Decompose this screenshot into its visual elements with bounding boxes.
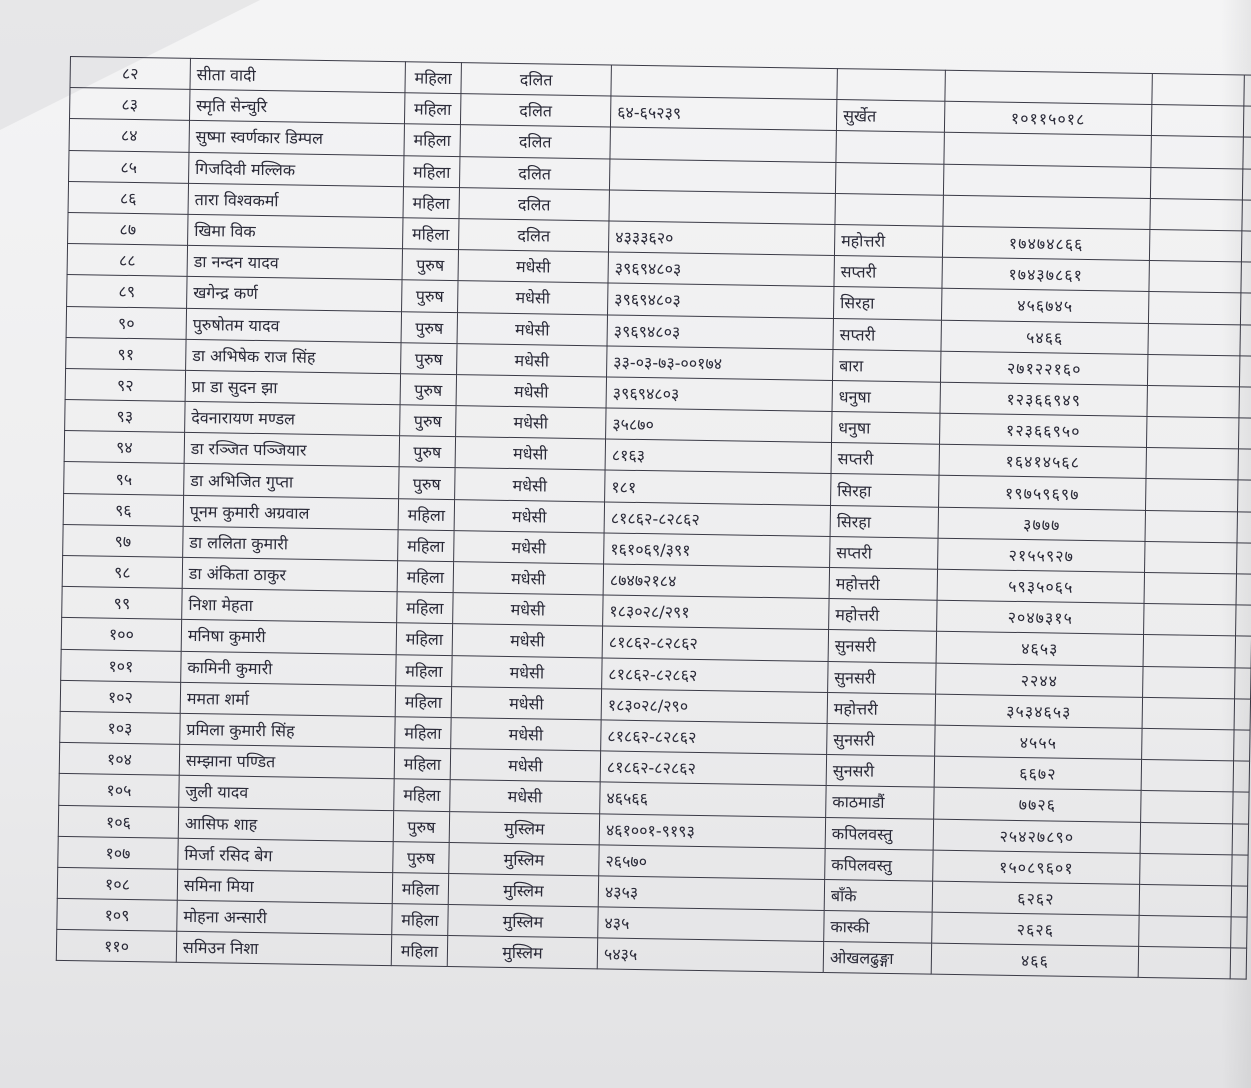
serial-number-cell: १०८	[57, 867, 177, 900]
name-cell: डा अंकिता ठाकुर	[182, 557, 397, 592]
gender-cell: महिला	[392, 904, 448, 936]
register-table	[56, 56, 1251, 980]
district-cell: सुनसरी	[827, 723, 935, 756]
phone-cell: २२४४	[936, 663, 1143, 697]
district-cell: धनुषा	[832, 380, 940, 413]
group-cell: दलित	[461, 63, 611, 97]
phone-cell: १५०८९६०१	[933, 850, 1140, 884]
empty-cell	[1139, 915, 1231, 948]
group-cell: मधेसी	[455, 468, 605, 502]
name-cell: सुष्मा स्वर्णकार डिम्पल	[189, 121, 404, 156]
certificate-number-cell	[611, 65, 837, 100]
certificate-number-cell: ४३३३६२०	[608, 221, 834, 256]
district-cell: सुनसरी	[828, 661, 936, 694]
name-cell: डा अभिजित गुप्ता	[184, 464, 399, 499]
district-cell: सिरहा	[833, 287, 941, 320]
serial-number-cell: ८३	[70, 88, 190, 121]
phone-cell: २६२६	[932, 912, 1139, 946]
gender-cell: महिला	[398, 530, 454, 562]
name-cell: पुरुषोतम यादव	[186, 308, 401, 343]
phone-cell	[945, 70, 1152, 104]
serial-number-cell: १०६	[58, 805, 178, 838]
name-cell: ममता शर्मा	[180, 682, 395, 717]
group-cell: मधेसी	[451, 718, 601, 752]
group-cell: मधेसी	[450, 780, 600, 814]
serial-number-cell: ९४	[64, 431, 184, 464]
group-cell: दलित	[459, 219, 609, 253]
name-cell: मनिषा कुमारी	[181, 620, 396, 655]
certificate-number-cell: ३३-०३-७३-००१७४	[607, 346, 833, 381]
group-cell: मधेसी	[458, 281, 608, 315]
certificate-number-cell: ३९६९४८०३	[607, 314, 833, 349]
group-cell: मधेसी	[450, 749, 600, 783]
district-cell: महोत्तरी	[829, 567, 937, 600]
district-cell: धनुषा	[832, 412, 940, 445]
serial-number-cell: ९०	[66, 306, 186, 339]
certificate-number-cell: ५४३५	[597, 938, 823, 973]
gender-cell: महिला	[396, 623, 452, 655]
certificate-number-cell: ४६१००१-९१९३	[599, 813, 825, 848]
phone-cell	[944, 133, 1151, 167]
certificate-number-cell: ३९६९४८०३	[606, 377, 832, 412]
serial-number-cell: १०७	[58, 836, 178, 869]
certificate-number-cell: ४६५६६	[600, 782, 826, 817]
name-cell: तारा विश्वकर्मा	[188, 183, 403, 218]
group-cell: मधेसी	[452, 624, 602, 658]
name-cell: पूनम कुमारी अग्रवाल	[183, 495, 398, 530]
certificate-number-cell	[609, 190, 835, 225]
certificate-number-cell: ३९६९४८०३	[608, 283, 834, 318]
district-cell: कपिलवस्तु	[825, 848, 933, 881]
name-cell: जुली यादव	[179, 776, 394, 811]
serial-number-cell: १०९	[57, 898, 177, 931]
group-cell: दलित	[459, 156, 609, 190]
gender-cell: महिला	[397, 592, 453, 624]
serial-number-cell: ८५	[69, 150, 189, 183]
serial-number-cell: ९९	[62, 587, 182, 620]
group-cell: मुस्लिम	[449, 842, 599, 876]
gender-cell: महिला	[405, 62, 461, 94]
page-edge-shadow	[1221, 0, 1251, 1088]
name-cell: मिर्जा रसिद बेग	[178, 838, 393, 873]
district-cell: सप्तरी	[831, 443, 939, 476]
certificate-number-cell: ८१८६२-८२८६२	[602, 626, 828, 661]
register-table-body	[56, 57, 1251, 980]
phone-cell	[943, 195, 1150, 229]
serial-number-cell: ९३	[65, 400, 185, 433]
group-cell: मधेसी	[457, 343, 607, 377]
certificate-number-cell: ८१८६२-८२८६२	[601, 720, 827, 755]
serial-number-cell: ९६	[63, 493, 183, 526]
district-cell: कास्की	[824, 911, 932, 944]
certificate-number-cell: ८१८६२-८२८६२	[600, 751, 826, 786]
group-cell: मधेसी	[453, 562, 603, 596]
serial-number-cell: ८२	[70, 57, 190, 90]
serial-number-cell: १०१	[61, 649, 181, 682]
group-cell: मुस्लिम	[448, 873, 598, 907]
district-cell: बारा	[832, 349, 940, 382]
phone-cell: २१५५९२७	[938, 538, 1145, 572]
name-cell: प्रमिला कुमारी सिंह	[180, 713, 395, 748]
serial-number-cell: १०४	[59, 743, 179, 776]
certificate-number-cell: १६१०६९/३९१	[604, 533, 830, 568]
district-cell	[836, 131, 944, 164]
gender-cell: पुरुष	[400, 374, 456, 406]
district-cell: महोत्तरी	[827, 692, 935, 725]
name-cell: प्रा डा सुदन झा	[185, 370, 400, 405]
gender-cell: पुरुष	[402, 280, 458, 312]
name-cell: समिउन निशा	[176, 932, 391, 967]
phone-cell: ७७२६	[934, 787, 1141, 821]
empty-cell	[1140, 822, 1232, 855]
name-cell: डा रञ्जित पञ्जियार	[184, 433, 399, 468]
phone-cell: १७४३७८६१	[942, 257, 1149, 291]
district-cell: ओखलढुङ्गा	[823, 942, 931, 975]
name-cell: खगेन्द्र कर्ण	[187, 277, 402, 312]
certificate-number-cell: ८७४७२१८४	[603, 564, 829, 599]
gender-cell: महिला	[395, 685, 451, 717]
name-cell: डा अभिषेक राज सिंह	[186, 339, 401, 374]
gender-cell: महिला	[403, 187, 459, 219]
name-cell: स्मृति सेन्चुरि	[189, 90, 404, 125]
serial-number-cell: १०३	[60, 711, 180, 744]
phone-cell: १६४१४५६८	[939, 444, 1146, 478]
group-cell: मधेसी	[458, 250, 608, 284]
group-cell: दलित	[460, 94, 610, 128]
phone-cell: ६२६२	[932, 881, 1139, 915]
serial-number-cell: ८८	[67, 244, 187, 277]
district-cell: सप्तरी	[834, 256, 942, 289]
certificate-number-cell	[610, 127, 836, 162]
serial-number-cell: ९५	[64, 462, 184, 495]
name-cell: कामिनी कुमारी	[181, 651, 396, 686]
group-cell: मधेसी	[451, 686, 601, 720]
gender-cell: पुरुष	[402, 249, 458, 281]
phone-cell: १०११५०१८	[944, 101, 1151, 135]
phone-cell: ४६६	[931, 943, 1138, 977]
group-cell: मधेसी	[454, 530, 604, 564]
name-cell: निशा मेहता	[182, 589, 397, 624]
gender-cell: महिला	[391, 935, 447, 967]
certificate-number-cell: ८१८६२-८२८६२	[604, 502, 830, 537]
gender-cell: महिला	[394, 779, 450, 811]
serial-number-cell: ८६	[68, 181, 188, 214]
register-sheet	[56, 56, 1251, 980]
phone-cell: ४५६७४५	[941, 289, 1148, 323]
name-cell: डा नन्दन यादव	[187, 245, 402, 280]
phone-cell: ३५३४६५३	[935, 694, 1142, 728]
phone-cell: ४६५३	[936, 632, 1143, 666]
serial-number-cell: ११०	[56, 930, 176, 963]
empty-cell	[1138, 947, 1230, 980]
phone-cell: ६६७२	[934, 756, 1141, 790]
gender-cell: पुरुष	[399, 467, 455, 499]
name-cell: सम्झाना पण्डित	[179, 744, 394, 779]
serial-number-cell: ९७	[63, 524, 183, 557]
serial-number-cell: १०५	[59, 774, 179, 807]
group-cell: मुस्लिम	[449, 811, 599, 845]
district-cell: बाँके	[824, 879, 932, 912]
gender-cell: महिला	[395, 717, 451, 749]
serial-number-cell: ९८	[62, 555, 182, 588]
certificate-number-cell: १८३०२८/२९१	[603, 595, 829, 630]
certificate-number-cell: ४३५	[598, 907, 824, 942]
district-cell: सिरहा	[830, 505, 938, 538]
serial-number-cell: ८९	[67, 275, 187, 308]
gender-cell: पुरुष	[401, 342, 457, 374]
name-cell: खिमा विक	[188, 214, 403, 249]
gender-cell: महिला	[396, 654, 452, 686]
gender-cell: पुरुष	[393, 841, 449, 873]
gender-cell: महिला	[404, 124, 460, 156]
district-cell: कपिलवस्तु	[825, 817, 933, 850]
phone-cell: २५४२७८९०	[933, 819, 1140, 853]
serial-number-cell: १००	[61, 618, 181, 651]
empty-cell	[1139, 884, 1231, 917]
district-cell: काठमाडौं	[826, 786, 934, 819]
gender-cell: महिला	[403, 218, 459, 250]
group-cell: मधेसी	[456, 374, 606, 408]
serial-number-cell: १०२	[60, 680, 180, 713]
name-cell: डा ललिता कुमारी	[183, 526, 398, 561]
name-cell: गिजदिवी मल्लिक	[189, 152, 404, 187]
phone-cell: ५९३५०६५	[937, 569, 1144, 603]
gender-cell: पुरुष	[399, 436, 455, 468]
phone-cell	[943, 164, 1150, 198]
district-cell: सुनसरी	[826, 755, 934, 788]
name-cell: आसिफ शाह	[178, 807, 393, 842]
serial-number-cell: ९१	[66, 337, 186, 370]
phone-cell: १२३६६९५०	[940, 413, 1147, 447]
district-cell: सप्तरी	[830, 536, 938, 569]
district-cell: महोत्तरी	[829, 599, 937, 632]
gender-cell: महिला	[394, 748, 450, 780]
serial-number-cell: ९२	[65, 368, 185, 401]
serial-number-cell: ८४	[69, 119, 189, 152]
district-cell	[837, 69, 945, 102]
group-cell: मुस्लिम	[448, 905, 598, 939]
certificate-number-cell: ३५८७०	[606, 408, 832, 443]
phone-cell: ३७७७	[938, 507, 1145, 541]
phone-cell: ४५५५	[935, 725, 1142, 759]
certificate-number-cell: १८१	[605, 470, 831, 505]
district-cell: सिरहा	[831, 474, 939, 507]
district-cell: सुनसरी	[828, 630, 936, 663]
serial-number-cell: ८७	[68, 212, 188, 245]
certificate-number-cell: ६४-६५२३९	[610, 96, 836, 131]
certificate-number-cell: ८१८६२-८२८६२	[602, 657, 828, 692]
group-cell: दलित	[459, 187, 609, 221]
gender-cell: पुरुष	[400, 405, 456, 437]
gender-cell: महिला	[404, 93, 460, 125]
empty-cell	[1141, 791, 1233, 824]
district-cell: सुर्खेत	[836, 100, 944, 133]
certificate-number-cell	[609, 159, 835, 194]
phone-cell: १७४७४८६६	[942, 226, 1149, 260]
empty-cell	[1140, 853, 1232, 886]
group-cell: दलित	[460, 125, 610, 159]
phone-cell: २७१२२१६०	[940, 351, 1147, 385]
district-cell: सप्तरी	[833, 318, 941, 351]
certificate-number-cell: २६५७०	[599, 845, 825, 880]
group-cell: मधेसी	[455, 437, 605, 471]
gender-cell: महिला	[392, 873, 448, 905]
group-cell: मधेसी	[454, 499, 604, 533]
phone-cell: ५४६६	[941, 320, 1148, 354]
gender-cell: महिला	[398, 498, 454, 530]
phone-cell: १९७५९६९७	[939, 476, 1146, 510]
group-cell: मधेसी	[453, 593, 603, 627]
certificate-number-cell: ४३५३	[598, 876, 824, 911]
empty-cell	[1141, 760, 1233, 793]
name-cell: सीता वादी	[190, 58, 405, 93]
gender-cell: महिला	[403, 155, 459, 187]
certificate-number-cell: १८३०२८/२९०	[601, 689, 827, 724]
district-cell: महोत्तरी	[834, 224, 942, 257]
group-cell: मधेसी	[452, 655, 602, 689]
name-cell: देवनारायण मण्डल	[185, 401, 400, 436]
gender-cell: पुरुष	[393, 810, 449, 842]
name-cell: मोहना अन्सारी	[177, 900, 392, 935]
group-cell: मुस्लिम	[447, 936, 597, 970]
district-cell	[835, 193, 943, 226]
certificate-number-cell: ३९६९४८०३	[608, 252, 834, 287]
group-cell: मधेसी	[456, 406, 606, 440]
gender-cell: पुरुष	[401, 311, 457, 343]
certificate-number-cell: ८१६३	[605, 439, 831, 474]
group-cell: मधेसी	[457, 312, 607, 346]
gender-cell: महिला	[397, 561, 453, 593]
district-cell	[835, 162, 943, 195]
phone-cell: २०४७३१५	[937, 600, 1144, 634]
phone-cell: १२३६६९४९	[940, 382, 1147, 416]
name-cell: समिना मिया	[177, 869, 392, 904]
